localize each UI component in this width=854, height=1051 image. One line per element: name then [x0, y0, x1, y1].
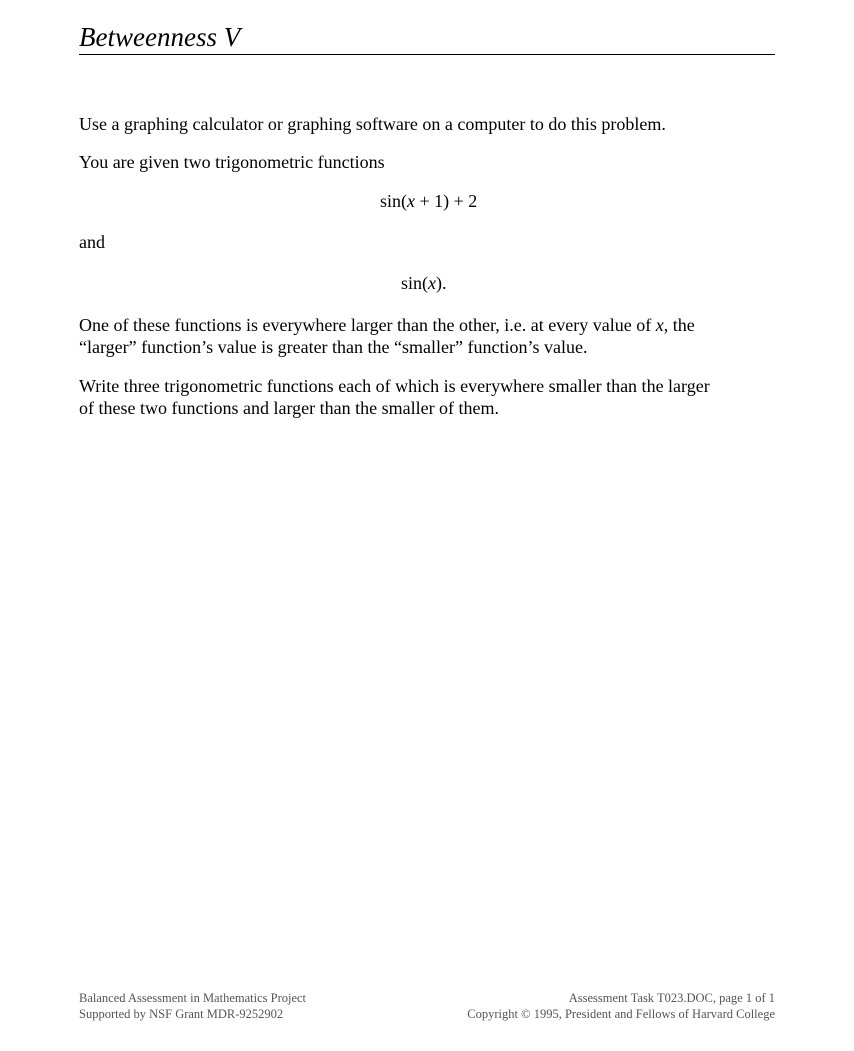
- footer-right: [467, 990, 775, 1022]
- given-paragraph: You are given two trigonometric functions: [79, 152, 385, 172]
- task-paragraph: [79, 375, 710, 419]
- equation-2: [401, 273, 447, 294]
- eq2-var: x: [428, 273, 436, 293]
- eq2-post: ).: [436, 273, 447, 293]
- text: , the: [663, 315, 695, 335]
- comparison-line-2: “larger” function’s value is greater than the “smaller” function’s value.: [79, 337, 588, 357]
- equation-1: [380, 191, 477, 212]
- text: One of these functions is everywhere larger than the other, i.e. at every value of: [79, 315, 656, 335]
- eq1-pre: sin(: [380, 191, 407, 211]
- comparison-paragraph: [79, 314, 695, 358]
- page-title: Betweenness V: [79, 22, 241, 52]
- footer-grant: Supported by NSF Grant MDR-9252902: [79, 1007, 284, 1021]
- comparison-line-1: [79, 314, 695, 336]
- eq1-var: x: [407, 191, 415, 211]
- footer-task: Assessment Task T023.DOC, page 1 of 1: [568, 991, 775, 1005]
- footer-copyright: Copyright © 1995, President and Fellows of Harvard College: [467, 1007, 775, 1021]
- eq2-pre: sin(: [401, 273, 428, 293]
- title-underline: [79, 54, 775, 55]
- task-line-1: Write three trigonometric functions each of which is everywhere smaller than the larger: [79, 376, 710, 396]
- footer-left: [79, 990, 306, 1022]
- and-text: and: [79, 232, 105, 252]
- eq1-post: + 1) + 2: [415, 191, 478, 211]
- var-x: x: [655, 315, 664, 335]
- footer-project: Balanced Assessment in Mathematics Project: [79, 991, 307, 1005]
- task-line-2: of these two functions and larger than the smaller of them.: [79, 398, 500, 418]
- instruction-paragraph: Use a graphing calculator or graphing software on a computer to do this problem.: [79, 114, 666, 134]
